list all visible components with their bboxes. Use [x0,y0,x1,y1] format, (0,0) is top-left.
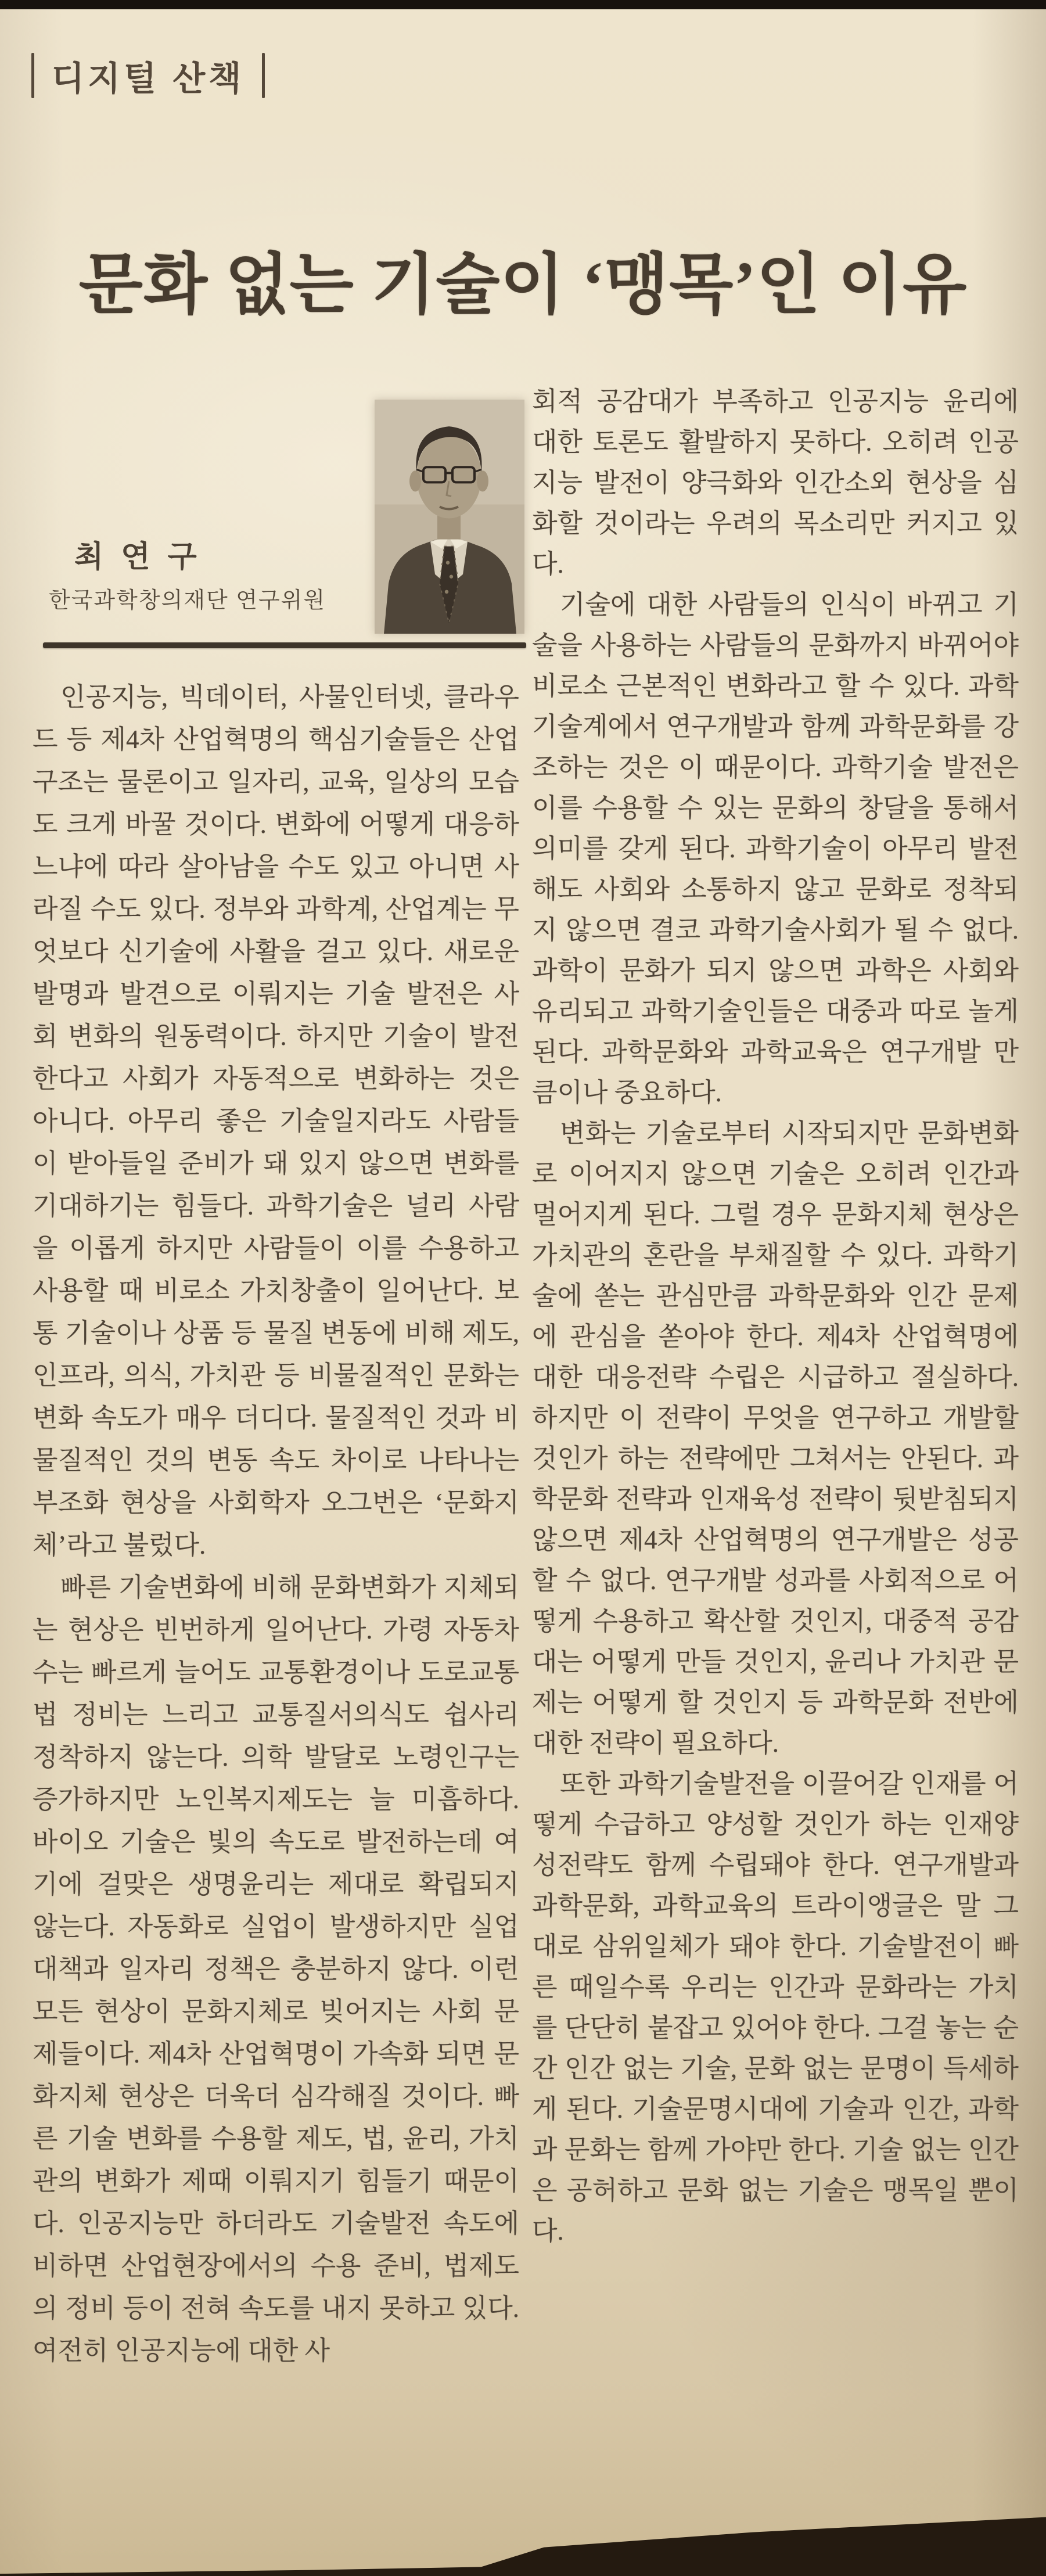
article-paragraph: 변화는 기술로부터 시작되지만 문화변화로 이어지지 않으면 기술은 오히려 인간과 멀어지게 된다. 그럴 경우 문화지체 현상은 가치관의 혼란을 부채질할 수 있다. 과학기술에 쏟는 관심만큼 과학문화와 인간 문제에 관심을 쏟아야 한다. 제4차 산업혁명에 대한 대응전략 수립은 시급하고 절실하다. 하지만 이 전략이 무엇을 연구하고 개발할 것인가 하는 전략에만 그쳐서는 안된다. 과학문화 전략과 인재육성 전략이 뒷받침되지 않으면 제4차 산업혁명의 연구개발은 성공할 수 없다. 연구개발 성과를 사회적으로 어떻게 수용하고 확산할 것인지, 대중적 공감대는 어떻게 만들 것인지, 윤리나 가치관 문제는 어떻게 할 것인지 등 과학문화 전반에 대한 전략이 필요하다. [532,1119,1019,1758]
author-photo [375,400,524,634]
article-column-right [532,381,1019,2251]
photo-top-dark-edge [0,0,1046,9]
kicker-right-bar-icon [262,53,265,98]
article-paragraph: 빠른 기술변화에 비해 문화변화가 지체되는 현상은 빈번하게 일어난다. 가령 자동차 수는 빠르게 늘어도 교통환경이나 도로교통법 정비는 느리고 교통질서의식도 쉽사리 정착하지 않는다. 의학 발달로 노령인구는 증가하지만 노인복지제도는 늘 미흡하다. 바이오 기술은 빛의 속도로 발전하는데 여기에 걸맞은 생명윤리는 제대로 확립되지 않는다. 자동화로 실업이 발생하지만 실업대책과 일자리 정책은 충분하지 않다. 이런 모든 현상이 문화지체로 빚어지는 사회 문제들이다. 제4차 산업혁명이 가속화 되면 문화지체 현상은 더욱더 심각해질 것이다. 빠른 기술 변화를 수용할 제도, 법, 윤리, 가치관의 변화가 제때 이뤄지기 힘들기 때문이다. 인공지능만 하더라도 기술발전 속도에 비하면 산업현장에서의 수용 준비, 법제도의 정비 등이 전혀 속도를 내지 못하고 있다. 여전히 인공지능에 대한 사 [33,1573,519,2365]
section-kicker [31,51,265,100]
article-column-left [33,676,519,2372]
author-affiliation: 한국과학창의재단 연구위원 [49,588,326,613]
page-title: 문화 없는 기술이 ‘맹목’인 이유 [78,248,968,322]
article-paragraph: 인공지능, 빅데이터, 사물인터넷, 클라우드 등 제4차 산업혁명의 핵심기술들은 산업 구조는 물론이고 일자리, 교육, 일상의 모습도 크게 바꿀 것이다. 변화에 어떻게 대응하느냐에 따라 살아남을 수도 있고 아니면 사라질 수도 있다. 정부와 과학계, 산업계는 무엇보다 신기술에 사활을 걸고 있다. 새로운 발명과 발견으로 이뤄지는 기술 발전은 사회 변화의 원동력이다. 하지만 기술이 발전한다고 사회가 자동적으로 변화하는 것은 아니다. 아무리 좋은 기술일지라도 사람들이 받아들일 준비가 돼 있지 않으면 변화를 기대하기는 힘들다. 과학기술은 널리 사람을 이롭게 하지만 사람들이 이를 수용하고 사용할 때 비로소 가치창출이 일어난다. 보통 기술이나 상품 등 물질 변동에 비해 제도, 인프라, 의식, 가치관 등 비물질적인 문화는 변화 속도가 매우 더디다. 물질적인 것과 비물질적인 것의 변동 속도 차이로 나타나는 부조화 현상을 사회학자 오그번은 ‘문화지체’라고 불렀다. [33,682,519,1560]
author-name: 최연구 [74,540,214,574]
article-paragraph-continuation: 회적 공감대가 부족하고 인공지능 윤리에 대한 토론도 활발하지 못하다. 오히려 인공지능 발전이 양극화와 인간소외 현상을 심화할 것이라는 우려의 목소리만 커지고 있다. [532,387,1019,579]
article-paragraph: 기술에 대한 사람들의 인식이 바뀌고 기술을 사용하는 사람들의 문화까지 바뀌어야 비로소 근본적인 변화라고 할 수 있다. 과학기술계에서 연구개발과 함께 과학문화를 강조하는 것은 이 때문이다. 과학기술 발전은 이를 수용할 수 있는 문화의 창달을 통해서 의미를 갖게 된다. 과학기술이 아무리 발전해도 사회와 소통하지 않고 문화로 정착되지 않으면 결코 과학기술사회가 될 수 없다. 과학이 문화가 되지 않으면 과학은 사회와 유리되고 과학기술인들은 대중과 따로 놀게 된다. 과학문화와 과학교육은 연구개발 만큼이나 중요하다. [532,590,1019,1107]
photo-bottom-dark-edge [0,2500,1046,2576]
author-portrait-illustration [375,400,524,634]
article-paragraph: 또한 과학기술발전을 이끌어갈 인재를 어떻게 수급하고 양성할 것인가 하는 인재양성전략도 함께 수립돼야 한다. 연구개발과 과학문화, 과학교육의 트라이앵글은 말 그대로 삼위일체가 돼야 한다. 기술발전이 빠른 때일수록 우리는 인간과 문화라는 가치를 단단히 붙잡고 있어야 한다. 그걸 놓는 순간 인간 없는 기술, 문화 없는 문명이 득세하게 된다. 기술문명시대에 기술과 인간, 과학과 문화는 함께 가야만 한다. 기술 없는 인간은 공허하고 문화 없는 기술은 맹목일 뿐이다. [532,1769,1019,2246]
kicker-label: 디지털 산책 [52,60,245,98]
author-divider-rule [43,642,526,648]
kicker-left-bar-icon [31,53,34,98]
